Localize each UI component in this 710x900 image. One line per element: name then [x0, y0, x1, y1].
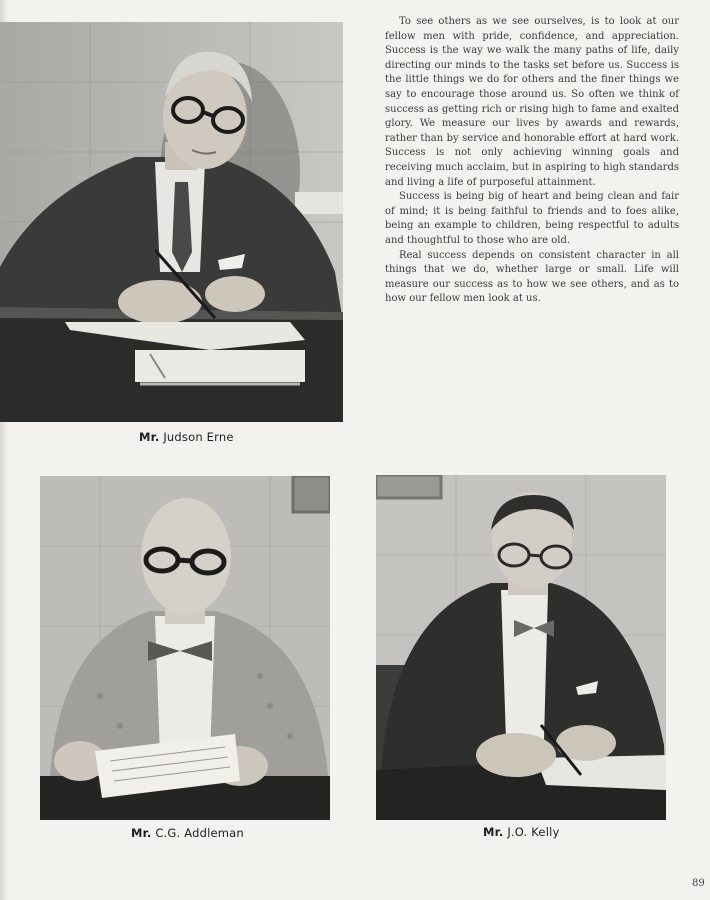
- caption-cg-addleman: [131, 826, 244, 840]
- caption-honorific: Mr.: [131, 826, 152, 840]
- caption-honorific: Mr.: [139, 430, 160, 444]
- essay-text: [385, 15, 679, 307]
- caption-judson-erne: [139, 430, 234, 444]
- portrait-photo-image: [376, 475, 666, 820]
- portrait-photo-jo-kelly: [376, 475, 666, 820]
- portrait-photo-cg-addleman: [40, 476, 330, 820]
- caption-jo-kelly: [483, 825, 560, 839]
- essay-paragraph: Real success depends on consistent character in all things that we do, whether large or small. Life will measure our success as to how we see others, and as to how our fellow men look at us.: [385, 249, 679, 305]
- caption-name: J.O. Kelly: [507, 825, 560, 839]
- caption-name: C.G. Addleman: [155, 826, 244, 840]
- essay-paragraph: To see others as we see ourselves, is to look at our fellow men with pride, confidence, and appreciation. Success is the way we walk the many paths of life, daily directing our minds to the tasks set before us. Success is the little things we do for others and the finer things we say to encourage those around us. So often we think of success as getting rich or rising high to fame and exalted glory. We measure our lives by awards and rewards, rather than by service and honorable effort at hard work. Success is not only achieving winning goals and receiving much acclaim, but in aspiring to high standards and living a life of purposeful attainment.: [385, 16, 679, 188]
- portrait-photo-image: [40, 476, 330, 820]
- caption-name: Judson Erne: [163, 430, 234, 444]
- caption-honorific: Mr.: [483, 825, 504, 839]
- page-number: 89: [692, 878, 705, 889]
- portrait-photo-image: [0, 22, 343, 422]
- portrait-photo-judson-erne: [0, 22, 343, 422]
- essay-paragraph: Success is being big of heart and being clean and fair of mind; it is being faithful to friends and to foes alike, being an example to children, being respectful to adults and thoughtful to those who are old.: [385, 191, 679, 246]
